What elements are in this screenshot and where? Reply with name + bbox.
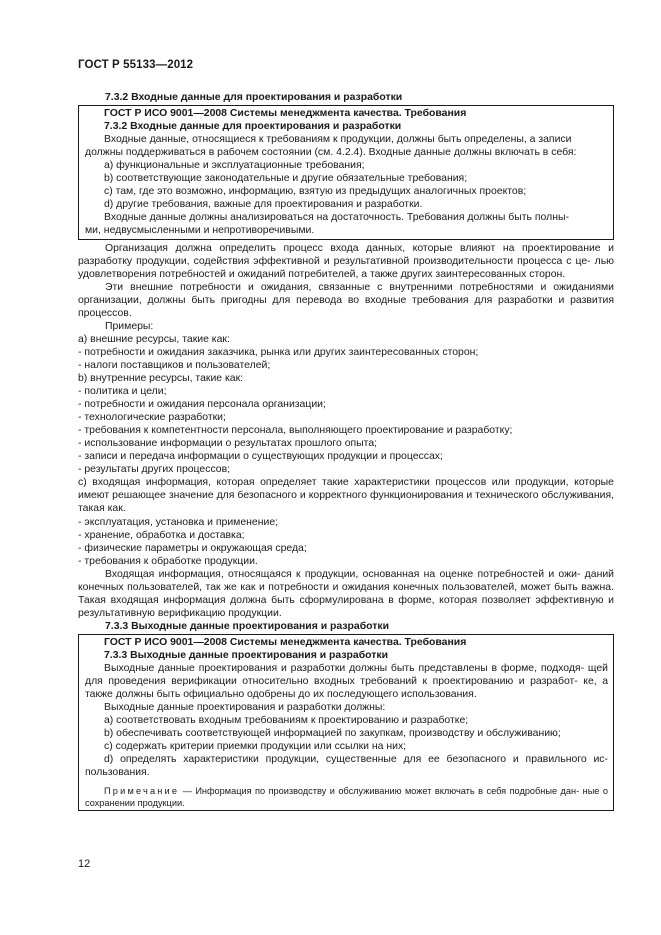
list-item: - требования к обработке продукции. [78,555,258,567]
box-intro-line-2: должны поддерживаться в рабочем состоянии (см. 4.2.4). Входные данные должны включать в себя: [85,147,577,159]
paragraph: Входящая информация, относящаяся к продукции, основанная на оценке потребностей и ожи- даний конечных пользователей, так же как и потребности и ожидания конечных пользователей, может быть важна. Такая входящая информация должна быть сформулирована в форме, которая позволяет эффективную и результативную верификацию продукции. [78,568,614,619]
list-item: - политика и цели; [78,386,167,398]
box-section-heading: 7.3.2 Входные данные для проектирования и разработки [104,121,402,133]
box-list-item: с) содержать критерии приемки продукции или ссылки на них; [104,741,407,753]
note-label: Примечание [104,786,180,797]
box-lead: Выходные данные проектирования и разработки должны: [104,702,386,714]
box-standard-title: ГОСТ Р ИСО 9001—2008 Системы менеджмента качества. Требования [104,636,467,648]
note-text: — Информация по производству и обслуживанию может включать в себя подробные дан- ные о сохранении продукции. [85,786,608,809]
box-list-item: b) соответствующие законодательные и другие обязательные требования; [104,173,468,185]
quoted-standard-box-7-3-3 [78,634,614,812]
box-standard-title: ГОСТ Р ИСО 9001—2008 Системы менеджмента качества. Требования [104,108,467,120]
document-number-header: ГОСТ Р 55133—2012 [78,59,194,71]
paragraph: Организация должна определить процесс входа данных, которые влияют на проектирование и разработку продукции, содействия эффективной и результативной производительности процесса с це- лью удовлетворения потребностей и ожиданий потребителей, а также других заинтересованных сторон. [78,242,614,280]
box-section-heading: 7.3.3 Выходные данные проектирования и разработки [104,649,389,661]
section-heading-7-3-2: 7.3.2 Входные данные для проектирования и разработки [105,92,403,103]
list-item: - результаты других процессов; [78,464,231,476]
box-note [85,785,608,809]
box-intro: Выходные данные проектирования и разработки должны быть представлены в форме, подходя- щей для проведения верификации относительно входных требований к проектированию и разработ- ке, а также должны быть официально одобрены до их последующего использования. [85,663,608,701]
box-closing-line-1: Входные данные должны анализироваться на достаточность. Требования должны быть полны- [104,212,569,224]
list-item: - потребности и ожидания персонала организации; [78,399,326,411]
list-item: - хранение, обработка и доставка; [78,529,245,541]
list-item: - использование информации о результатах прошлого опыта; [78,438,378,450]
section-heading-7-3-3: 7.3.3 Выходные данные проектирования и разработки [105,620,390,632]
box-list-item: а) функциональные и эксплуатационные требования; [104,160,365,172]
list-item: b) внутренние ресурсы, такие как: [78,372,244,384]
list-item: - налоги поставщиков и пользователей; [78,359,271,371]
list-item: с) входящая информация, которая определяет такие характеристики процессов или продукции, которые имеют решающее значение для безопасного и корректного функционирования и технического обслуживания, такая как. [78,477,614,515]
box-list-item: d) другие требования, важные для проектирования и разработки. [104,199,423,211]
list-item: - записи и передача информации о существующих продукции и процессах; [78,451,443,463]
list-item: а) внешние ресурсы, такие как: [78,333,230,345]
quoted-standard-box-7-3-2 [78,105,614,239]
box-list-item: b) обеспечивать соответствующей информацией по закупкам, производству и обслуживанию; [104,728,561,740]
box-list-item: d) определять характеристики продукции, существенные для ее безопасного и правильного ис- пользования. [85,754,608,779]
examples-label: Примеры: [105,320,154,332]
list-item: - технологические разработки; [78,412,226,424]
page-number: 12 [78,858,91,870]
list-item: - эксплуатация, установка и применение; [78,516,279,528]
list-item: - потребности и ожидания заказчика, рынка или других заинтересованных сторон; [78,346,479,358]
list-item: - физические параметры и окружающая среда; [78,542,307,554]
box-list-item: с) там, где это возможно, информацию, взятую из предыдущих аналогичных проектов; [104,186,527,198]
box-closing-line-2: ми, недвусмысленными и непротиворечивыми. [85,225,315,237]
list-item: - требования к компетентности персонала, выполняющего проектирование и разработку; [78,425,513,437]
box-intro-line-1: Входные данные, относящиеся к требованиям к продукции, должны быть определены, а записи [104,134,572,146]
page-content [78,91,614,813]
paragraph: Эти внешние потребности и ожидания, связанные с внутренними потребностями и ожиданиями организации, должны быть пригодны для перевода во входные требования для разработки и развития процессов. [78,281,614,319]
box-list-item: а) соответствовать входным требованиям к проектированию и разработке; [104,715,469,727]
